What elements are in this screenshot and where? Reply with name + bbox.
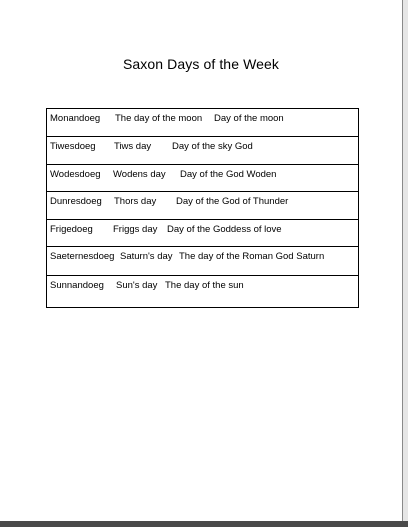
day-name: Sun's day	[116, 280, 158, 291]
table-row	[47, 220, 359, 247]
table-row	[47, 247, 359, 276]
saxon-name: Monandoeg	[50, 113, 101, 124]
day-name: Saturn's day	[120, 251, 173, 262]
page-edge-bottom	[0, 521, 408, 527]
table-cell	[47, 109, 359, 137]
day-name: Thors day	[114, 196, 157, 207]
day-meaning: The day of the Roman God Saturn	[179, 251, 325, 262]
day-meaning: Day of the God of Thunder	[176, 196, 289, 207]
days-table	[46, 108, 359, 308]
day-meaning: The day of the sun	[165, 280, 244, 291]
page-title: Saxon Days of the Week	[122, 56, 280, 72]
table-cell	[47, 276, 359, 308]
saxon-name: Wodesdoeg	[50, 169, 101, 180]
saxon-name: Tiwesdoeg	[50, 141, 96, 152]
table-row	[47, 192, 359, 220]
day-meaning: Day of the moon	[214, 113, 284, 124]
saxon-name: Dunresdoeg	[50, 196, 102, 207]
day-meaning: Day of the Goddess of love	[167, 224, 282, 235]
day-name: Wodens day	[113, 169, 166, 180]
saxon-name: Saeternesdoeg	[50, 251, 115, 262]
day-meaning: Day of the God Woden	[180, 169, 277, 180]
table-row	[47, 276, 359, 308]
page-edge-right	[402, 0, 408, 527]
table-cell	[47, 220, 359, 247]
table-row	[47, 109, 359, 137]
table-cell	[47, 192, 359, 220]
day-name: The day of the moon	[115, 113, 203, 124]
table-row	[47, 137, 359, 165]
saxon-name: Frigedoeg	[50, 224, 93, 235]
table-cell	[47, 247, 359, 276]
table-cell	[47, 165, 359, 192]
table-row	[47, 165, 359, 192]
table-cell	[47, 137, 359, 165]
day-meaning: Day of the sky God	[172, 141, 253, 152]
saxon-name: Sunnandoeg	[50, 280, 104, 291]
day-name: Friggs day	[113, 224, 158, 235]
day-name: Tiws day	[114, 141, 152, 152]
days-table-body	[47, 109, 359, 308]
